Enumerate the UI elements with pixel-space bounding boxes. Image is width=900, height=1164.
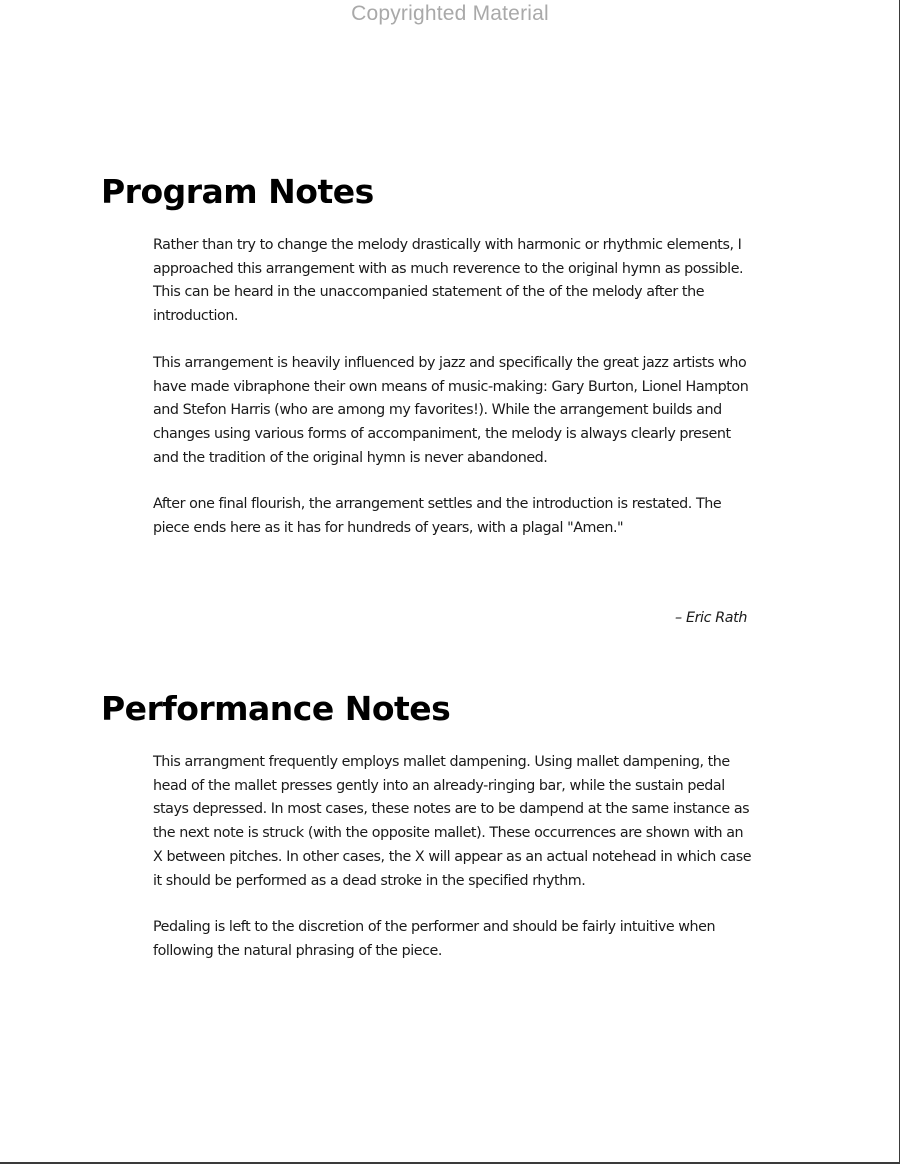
- program-notes-body: [153, 234, 753, 564]
- program-notes-heading: Program Notes: [101, 172, 374, 211]
- copyright-watermark: Copyrighted Material: [351, 2, 549, 25]
- author-signature: – Eric Rath: [675, 610, 747, 626]
- program-notes-paragraph: Rather than try to change the melody drastically with harmonic or rhythmic elements, I approached this arrangement with as much reverence to the original hymn as possible. This can be heard in the unaccompanied statement of the of the melody after the introduction.: [153, 237, 744, 325]
- performance-notes-paragraph: This arrangment frequently employs mallet dampening. Using mallet dampening, the head of the mallet presses gently into an already-ringing bar, while the sustain pedal stays depressed. In most cases, these notes are to be dampend at the same instance as the next note is struck (with the opposite mallet). These occurrences are shown with an X between pitches. In other cases, the X will appear as an actual notehead in which case it should be performed as a dead stroke in the specified rhythm.: [153, 754, 752, 889]
- performance-notes-body: [153, 751, 753, 987]
- program-notes-paragraph: This arrangement is heavily influenced by jazz and specifically the great jazz artists who have made vibraphone their own means of music-making: Gary Burton, Lionel Hampton and Stefon Harris (who are among my favorites!). While the arrangement builds and changes using various forms of accompaniment, the melody is always clearly present and the tradition of the original hymn is never abandoned.: [153, 354, 749, 466]
- program-notes-paragraph: After one final flourish, the arrangement settles and the introduction is restated. The piece ends here as it has for hundreds of years, with a plagal "Amen.": [153, 496, 722, 537]
- performance-notes-heading: Performance Notes: [101, 689, 451, 728]
- performance-notes-paragraph: Pedaling is left to the discretion of the performer and should be fairly intuitive when following the natural phrasing of the piece.: [153, 919, 716, 959]
